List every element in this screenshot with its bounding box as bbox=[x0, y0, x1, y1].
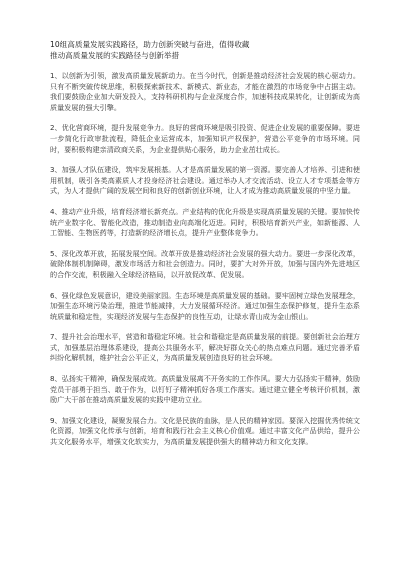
paragraph-8: 8、弘扬实干精神，确保发展成效。高质量发展离不开务实的工作作风。要大力弘扬实干精神，鼓励党员干部勇于担当、敢于作为，以钉钉子精神抓好各项工作落实。通过建立健全考核评价机制，激励广大干部在推动高质量发展的实践中建功立业。 bbox=[50, 374, 360, 405]
paragraph-9: 9、加强文化建设，凝聚发展合力。文化是民族的血脉，是人民的精神家园。要深入挖掘优秀传统文化资源，加强文化传承与创新，培育和践行社会主义核心价值观。通过丰富文化产品供给，提升公共文化服务水平，增强文化软实力，为高质量发展提供强大的精神动力和文化支撑。 bbox=[50, 415, 360, 447]
document-subtitle: 推动高质量发展的实践路径与创新举措 bbox=[50, 51, 180, 60]
paragraph-3: 3、加强人才队伍建设，筑牢发展根基。人才是高质量发展的第一资源。要完善人才培养、引进和使用机制，吸引各类高素质人才投身经济社会建设。通过举办人才交流活动、设立人才专项基金等方式，为人才提供广阔的发展空间和良好的创新创业环境，让人才成为推动高质量发展的中坚力量。 bbox=[50, 165, 360, 196]
paragraph-5: 5、深化改革开放，拓展发展空间。改革开放是推动经济社会发展的强大动力。要进一步深化改革，破除体制机制障碍，激发市场活力和社会创造力。同时，要扩大对外开放，加强与国内外先进地区的合作交流，积极融入全球经济格局，以开放促改革、促发展。 bbox=[50, 248, 360, 279]
paragraph-4: 4、推动产业升级，培育经济增长新亮点。产业结构的优化升级是实现高质量发展的关键。要加快传统产业数字化、智能化改造，推动制造业向高端化迈进。同时，积极培育新兴产业，如新能源、人工智能、生物医药等，打造新的经济增长点，提升产业整体竞争力。 bbox=[50, 206, 360, 238]
paragraph-1: 1、以创新为引领，激发高质量发展新动力。在当今时代，创新是推动经济社会发展的核心驱动力。只有不断突破传统思维，积极探索新技术、新模式、新业态，才能在激烈的市场竞争中占据主动。我们要鼓励企业加大研发投入，支持科研机构与企业深度合作，加速科技成果转化，让创新成为高质量发展的强大引擎。 bbox=[50, 71, 360, 112]
paragraph-6: 6、强化绿色发展意识，建设美丽家园。生态环境是高质量发展的基础。要牢固树立绿色发展理念，加强生态环境污染治理，推进节能减排，大力发展循环经济。通过加强生态保护修复，提升生态系统质量和稳定性，实现经济发展与生态保护的良性互动，让绿水青山成为金山银山。 bbox=[50, 290, 360, 321]
paragraph-2: 2、优化营商环境，提升发展竞争力。良好的营商环境是吸引投资、促进企业发展的重要保障。要进一步简化行政审批流程，降低企业运营成本，加强知识产权保护，营造公平竞争的市场环境。同时，要积极构建亲清政商关系，为企业提供贴心服务，助力企业茁壮成长。 bbox=[50, 123, 360, 154]
document-title: 10组高质量发展实践路径，助力创新突破与奋进，值得收藏 bbox=[50, 40, 250, 49]
paragraph-7: 7、提升社会治理水平，营造和谐稳定环境。社会和谐稳定是高质量发展的前提。要创新社会治理方式，加强基层治理体系建设，提高公共服务水平，解决好群众关心的热点难点问题。通过完善矛盾纠纷化解机制，维护社会公平正义，为高质量发展创造良好的社会环境。 bbox=[50, 332, 360, 363]
